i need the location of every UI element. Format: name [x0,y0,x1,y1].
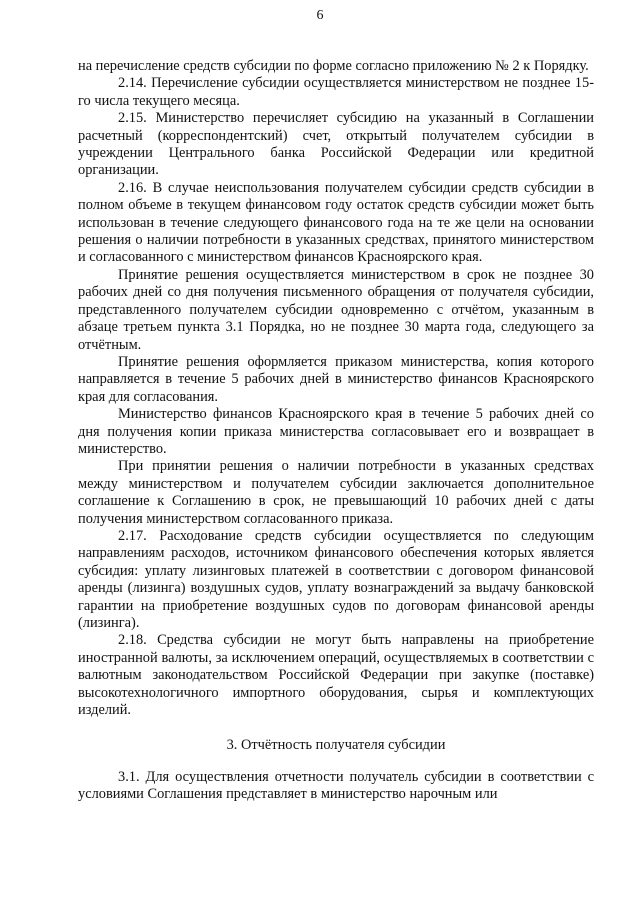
paragraph-3-1: 3.1. Для осуществления отчетности получатель субсидии в соответствии с условиями Соглашения представляет в министерство нарочным или [78,768,594,803]
paragraph-additional-agreement: При принятии решения о наличии потребности в указанных средствах между министерством и получателем субсидии заключается дополнительное соглашение к Соглашению в срок, не превышающий 10 рабочих дней с даты получения министерством согласованного приказа. [78,458,594,527]
paragraph-decision-deadline: Принятие решения осуществляется министерством в срок не позднее 30 рабочих дней со дня получения письменного обращения от получателя субсидии, представленного получателем субсидии одновременно с отчётом, указанным в абзаце третьем пункта 3.1 Порядка, но не позднее 30 марта года, следующего за отчётным. [78,266,594,353]
document-body [78,58,594,804]
paragraph-2-15: 2.15. Министерство перечисляет субсидию на указанный в Соглашении расчетный (корреспондентский) счет, открытый получателем субсидии в учреждении Центрального банка Российской Федерации или кредитной организации. [78,110,594,179]
page-number: 6 [316,8,324,23]
section-heading: 3. Отчётность получателя субсидии [226,737,446,754]
paragraph-continuation: на перечисление средств субсидии по форме согласно приложению № 2 к Порядку. [78,58,589,74]
paragraph-2-17: 2.17. Расходование средств субсидии осуществляется по следующим направлениям расходов, источником финансового обеспечения которых является субсидия: уплату лизинговых платежей в соответствии с договором финансовой аренды (лизинга) воздушных судов, уплату вознаграждений за выдачу банковской гарантии на приобретение воздушных судов по договорам финансовой аренды (лизинга). [78,527,594,631]
paragraph-2-14: 2.14. Перечисление субсидии осуществляется министерством не позднее 15-го числа текущего месяца. [78,75,594,109]
paragraph-2-18: 2.18. Средства субсидии не могут быть направлены на приобретение иностранной валюты, за исключением операций, осуществляемых в соответствии с валютным законодательством Российской Федерации при закупке (поставке) высокотехнологичного импортного оборудования, сырья и комплектующих изделий. [78,632,594,719]
paragraph-decision-order: Принятие решения оформляется приказом министерства, копия которого направляется в течение 5 рабочих дней в министерство финансов Красноярского края для согласования. [78,353,594,405]
paragraph-finance-ministry-approval: Министерство финансов Красноярского края в течение 5 рабочих дней со дня получения копии приказа министерства согласовывает его и возвращает в министерство. [78,406,594,457]
paragraph-2-16: 2.16. В случае неиспользования получателем субсидии средств субсидии в полном объеме в текущем финансовом году остаток средств субсидии может быть использован в течение следующего финансового года на те же цели на основании решения о наличии потребности в указанных средствах, принятого министерством и согласованного с министерством финансов Красноярского края. [78,179,594,266]
